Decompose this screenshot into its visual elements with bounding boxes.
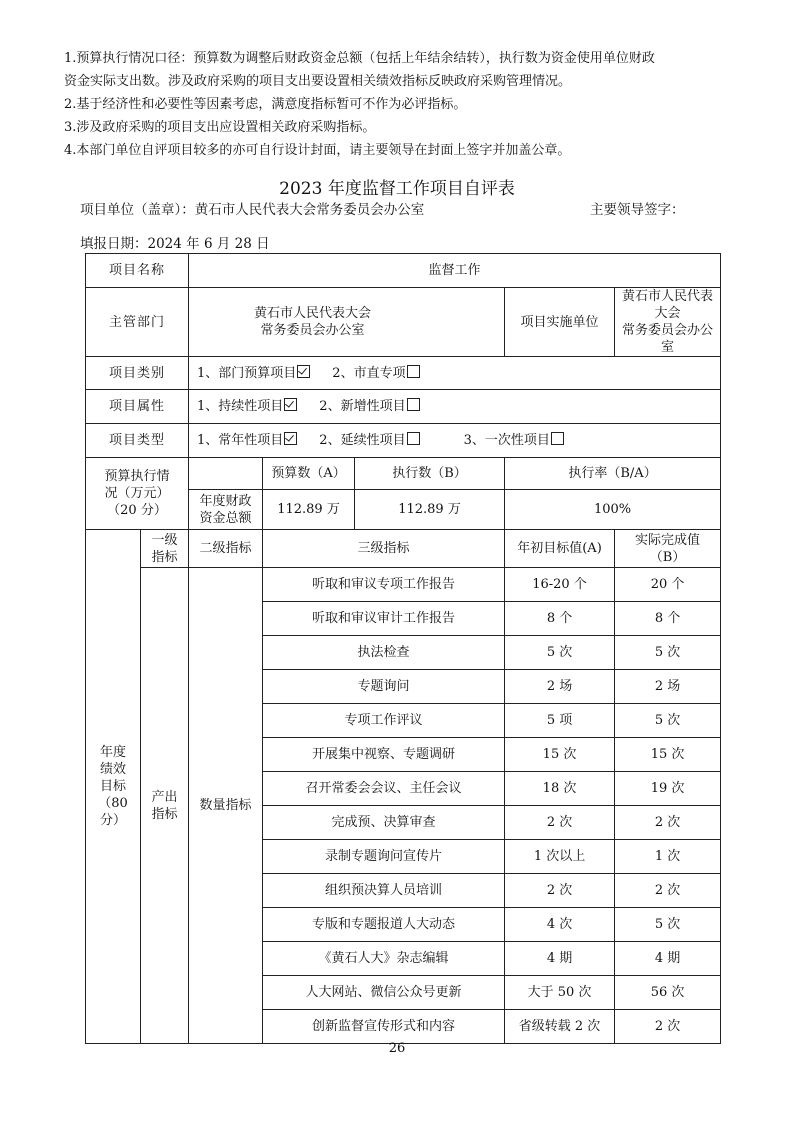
budget-row-label-line: 资金总额 xyxy=(199,510,252,526)
header-line: 一级 xyxy=(151,532,178,548)
impl-unit-value xyxy=(615,288,721,357)
attr-options xyxy=(189,390,721,424)
type-option-text: 3、一次性项目 xyxy=(463,433,550,448)
level1-value xyxy=(141,568,189,1044)
category-options xyxy=(189,357,721,390)
indicator-name: 听取和审议专项工作报告 xyxy=(263,568,505,602)
project-unit: 项目单位（盖章）：黄石市人民代表大会常务委员会办公室 xyxy=(80,202,425,218)
indicator-actual: 56 次 xyxy=(615,976,721,1010)
type-option-text: 2、延续性项目 xyxy=(319,433,406,448)
category-label: 项目类别 xyxy=(86,357,189,390)
budget-row-label-line: 年度财政 xyxy=(199,493,252,509)
budget-b-value: 112.89 万 xyxy=(355,490,505,530)
self-evaluation-table xyxy=(85,253,721,1044)
level3-header: 三级指标 xyxy=(263,530,505,568)
indicator-target: 2 场 xyxy=(505,670,615,704)
indicator-target: 省级转载 2 次 xyxy=(505,1010,615,1044)
budget-rate-value: 100% xyxy=(505,490,721,530)
budget-label-line: 预算执行情 xyxy=(104,469,170,484)
indicator-target: 5 次 xyxy=(505,636,615,670)
indicator-actual: 20 个 xyxy=(615,568,721,602)
empty-box-icon[interactable] xyxy=(551,432,564,445)
indicator-target: 2 次 xyxy=(505,806,615,840)
indicator-name: 召开常委会会议、主任会议 xyxy=(263,772,505,806)
fill-date: 填报日期：2024 年 6 月 28 日 xyxy=(80,236,270,252)
perf-label-line: 目标 xyxy=(99,779,126,794)
header-line: 指标 xyxy=(151,549,178,565)
type-options xyxy=(189,424,721,458)
indicator-target: 2 次 xyxy=(505,874,615,908)
target-header: 年初目标值(A) xyxy=(505,530,615,568)
leader-signature-label: 主要领导签字： xyxy=(590,202,685,218)
page-number: 26 xyxy=(388,1041,406,1056)
indicator-target: 大于 50 次 xyxy=(505,976,615,1010)
indicator-name: 开展集中视察、专题调研 xyxy=(263,738,505,772)
indicator-actual: 19 次 xyxy=(615,772,721,806)
dept-value xyxy=(189,288,505,357)
indicator-actual: 5 次 xyxy=(615,908,721,942)
indicator-target: 1 次以上 xyxy=(505,840,615,874)
level2-header: 二级指标 xyxy=(189,530,263,568)
type-option-text: 1、常年性项目 xyxy=(197,433,284,448)
indicator-name: 创新监督宣传形式和内容 xyxy=(263,1010,505,1044)
indicator-actual: 2 次 xyxy=(615,1010,721,1044)
indicator-target: 4 期 xyxy=(505,942,615,976)
indicator-actual: 15 次 xyxy=(615,738,721,772)
empty-box-icon[interactable] xyxy=(407,398,420,411)
perf-label-line: 绩效 xyxy=(99,762,126,777)
level2-value: 数量指标 xyxy=(189,568,263,1044)
indicator-name: 专项工作评议 xyxy=(263,704,505,738)
category-option-text: 1、部门预算项目 xyxy=(197,365,297,381)
indicator-target: 5 项 xyxy=(505,704,615,738)
indicator-actual: 2 次 xyxy=(615,874,721,908)
indicator-name: 《黄石人大》杂志编辑 xyxy=(263,942,505,976)
empty-box-icon[interactable] xyxy=(407,365,420,378)
impl-unit-label: 项目实施单位 xyxy=(505,288,615,357)
level1-header xyxy=(141,530,189,568)
level1-line: 指标 xyxy=(151,806,178,822)
budget-row-label xyxy=(189,490,263,530)
indicator-name: 人大网站、微信公众号更新 xyxy=(263,976,505,1010)
perf-label-line: （80 xyxy=(98,796,128,811)
dept-label: 主管部门 xyxy=(86,288,189,357)
budget-label-line: （20 分） xyxy=(107,503,167,518)
attr-option-text: 1、持续性项目 xyxy=(197,399,284,414)
indicator-name: 组织预决算人员培训 xyxy=(263,874,505,908)
budget-rate-header: 执行率（B/A） xyxy=(505,458,721,490)
dept-line: 常务委员会办公室 xyxy=(260,323,365,338)
indicator-actual: 4 期 xyxy=(615,942,721,976)
indicator-target: 4 次 xyxy=(505,908,615,942)
budget-col-b-header: 执行数（B） xyxy=(355,458,505,490)
indicator-name: 专版和专题报道人大动态 xyxy=(263,908,505,942)
budget-label-line: 况（万元） xyxy=(104,486,170,501)
note-line: 3.涉及政府采购的项目支出应设置相关政府采购指标。 xyxy=(64,120,376,135)
budget-section-label xyxy=(86,458,189,530)
impl-line: 常务委员会办公室 xyxy=(622,323,714,355)
actual-header xyxy=(615,530,721,568)
type-label: 项目类型 xyxy=(86,424,189,458)
category-option-text: 2、市直专项 xyxy=(332,365,406,381)
indicator-actual: 2 场 xyxy=(615,670,721,704)
checked-box-icon[interactable] xyxy=(297,365,310,378)
header-line: （B） xyxy=(649,549,686,565)
level1-line: 产出 xyxy=(151,789,178,805)
indicator-actual: 5 次 xyxy=(615,636,721,670)
indicator-target: 16-20 个 xyxy=(505,568,615,602)
perf-section-label xyxy=(86,530,141,1044)
form-title: 2023 年度监督工作项目自评表 xyxy=(279,179,515,199)
impl-line: 黄石市人民代表大会 xyxy=(622,289,714,321)
project-name-value: 监督工作 xyxy=(189,254,721,288)
budget-a-value: 112.89 万 xyxy=(263,490,355,530)
indicator-name: 专题询问 xyxy=(263,670,505,704)
indicator-name: 录制专题询问宣传片 xyxy=(263,840,505,874)
checked-box-icon[interactable] xyxy=(284,432,297,445)
perf-label-line: 分） xyxy=(99,813,126,828)
note-line: 资金实际支出数。涉及政府采购的项目支出要设置相关绩效指标反映政府采购管理情况。 xyxy=(64,74,572,89)
attr-option-text: 2、新增性项目 xyxy=(319,399,406,414)
dept-line: 黄石市人民代表大会 xyxy=(254,306,372,321)
empty-box-icon[interactable] xyxy=(407,432,420,445)
indicator-target: 18 次 xyxy=(505,772,615,806)
notes-block xyxy=(64,47,744,162)
indicator-name: 执法检查 xyxy=(263,636,505,670)
indicator-target: 8 个 xyxy=(505,602,615,636)
attr-label: 项目属性 xyxy=(86,390,189,424)
indicator-actual: 5 次 xyxy=(615,704,721,738)
note-line: 4.本部门单位自评项目较多的亦可自行设计封面，请主要领导在封面上签字并加盖公章。 xyxy=(64,143,571,158)
indicator-name: 完成预、决算审查 xyxy=(263,806,505,840)
note-line: 1.预算执行情况口径：预算数为调整后财政资金总额（包括上年结余结转），执行数为资金使用单位财政 xyxy=(64,51,655,66)
project-name-label: 项目名称 xyxy=(86,254,189,288)
perf-label-line: 年度 xyxy=(99,745,126,760)
indicator-actual: 8 个 xyxy=(615,602,721,636)
empty-cell xyxy=(189,458,263,490)
indicator-actual: 2 次 xyxy=(615,806,721,840)
checked-box-icon[interactable] xyxy=(284,398,297,411)
indicator-actual: 1 次 xyxy=(615,840,721,874)
budget-col-a-header: 预算数（A） xyxy=(263,458,355,490)
indicator-target: 15 次 xyxy=(505,738,615,772)
indicator-name: 听取和审议审计工作报告 xyxy=(263,602,505,636)
header-line: 实际完成值 xyxy=(635,532,701,548)
note-line: 2.基于经济性和必要性等因素考虑，满意度指标暂可不作为必评指标。 xyxy=(64,97,467,112)
